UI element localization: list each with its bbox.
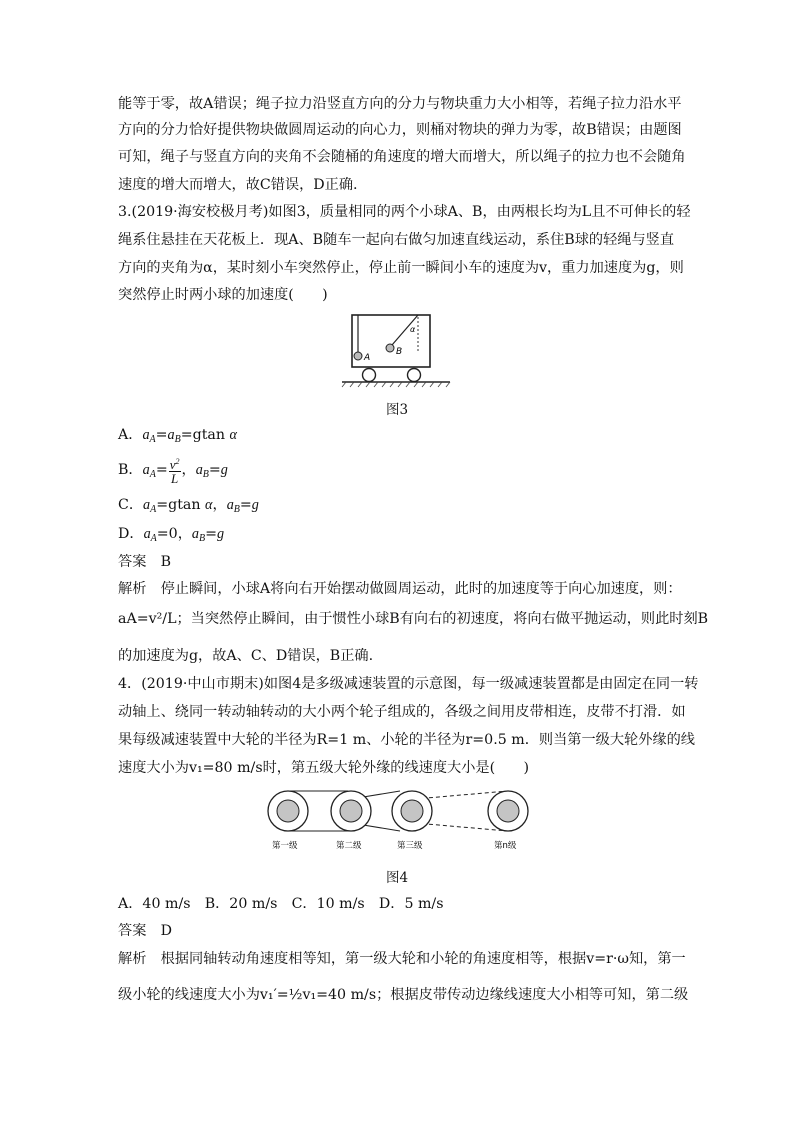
q3-stem-line-1: 3.(2019·海安校极月考)如图3，质量相同的两个小球A、B，由两根长均为L且不可伸长的轻 <box>118 204 691 220</box>
q4-analysis-line-1: 解析 根据同轴转动角速度相等知，第一级大轮和小轮的角速度相等，根据v=r·ω知，第一 <box>118 951 686 967</box>
q3-analysis-line-2: aA=v²/L；当突然停止瞬间，由于惯性小球B有向右的初速度，将向右做平抛运动，则此时刻B <box>118 611 709 627</box>
figure-3-cart <box>340 312 452 388</box>
stage-label-3: 第三级 <box>397 841 423 851</box>
q3-option-b: B．$a_A=$ $\frac{v^2}{L}$ ，$a_B=g$ <box>118 457 228 486</box>
q3-analysis-line-3: 的加速度为g，故A、C、D错误，B正确. <box>118 648 374 664</box>
q3-stem-line-3: 方向的夹角为α，某时刻小车突然停止，停止前一瞬间小车的速度为v，重力加速度为g，则 <box>118 260 684 276</box>
figure-4-pulleys <box>260 786 550 856</box>
q4-stem-line-1: 4．(2019·中山市期末)如图4是多级减速装置的示意图，每一级减速装置都是由固定在同一转 <box>118 676 699 692</box>
prev-analysis-line-4: 速度的增大而增大，故C错误，D正确. <box>118 177 358 193</box>
figure-4-caption: 图4 <box>386 870 409 886</box>
q4-answer: 答案 D <box>118 923 172 939</box>
prev-analysis-line-3: 可知，绳子与竖直方向的夹角不会随桶的角速度的增大而增大，所以绳子的拉力也不会随角 <box>118 149 686 165</box>
angle-alpha-label: α <box>410 325 416 334</box>
ball-a-label: A <box>364 353 371 363</box>
prev-analysis-line-1: 能等于零，故A错误；绳子拉力沿竖直方向的分力与物块重力大小相等，若绳子拉力沿水平 <box>118 96 682 112</box>
ball-b-label: B <box>396 347 403 357</box>
q3-stem-line-4: 突然停止时两小球的加速度( ) <box>118 287 328 303</box>
stage-label-n: 第n级 <box>494 841 517 851</box>
q4-stem-line-4: 速度大小为v₁=80 m/s时，第五级大轮外缘的线速度大小是( ) <box>118 760 530 776</box>
q4-stem-line-2: 动轴上、绕同一转动轴转动的大小两个轮子组成的，各级之间用皮带相连，皮带不打滑．如 <box>118 704 686 720</box>
q3-option-c: C．$a_A=gtan$ α，$a_B=g$ <box>118 497 259 515</box>
stage-label-2: 第二级 <box>336 841 362 851</box>
prev-analysis-line-2: 方向的分力恰好提供物块做圆周运动的向心力，则桶对物块的弹力为零，故B错误；由题图 <box>118 122 682 138</box>
q4-options: A．40 m/s B．20 m/s C．10 m/s D．5 m/s <box>118 896 444 912</box>
q3-stem-line-2: 绳系住悬挂在天花板上．现A、B随车一起向右做匀加速直线运动，系住B球的轻绳与竖直 <box>118 232 675 248</box>
q3-analysis-line-1: 解析 停止瞬间，小球A将向右开始摆动做圆周运动，此时的加速度等于向心加速度，则： <box>118 581 682 597</box>
stage-label-1: 第一级 <box>272 841 298 851</box>
q4-stem-line-3: 果每级减速装置中大轮的半径为R=1 m、小轮的半径为r=0.5 m．则当第一级大轮外缘的线 <box>118 732 695 748</box>
q3-option-d: D．$a_A=0$，$a_B=g$ <box>118 526 225 544</box>
q3-option-a: A．$a_A=a_B=gtan$ α <box>118 427 237 445</box>
figure-3-caption: 图3 <box>386 402 409 418</box>
q4-analysis-line-2: 级小轮的线速度大小为v₁′=½v₁=40 m/s；根据皮带传动边缘线速度大小相等可知，第二级 <box>118 987 689 1003</box>
q3-answer: 答案 B <box>118 554 172 570</box>
